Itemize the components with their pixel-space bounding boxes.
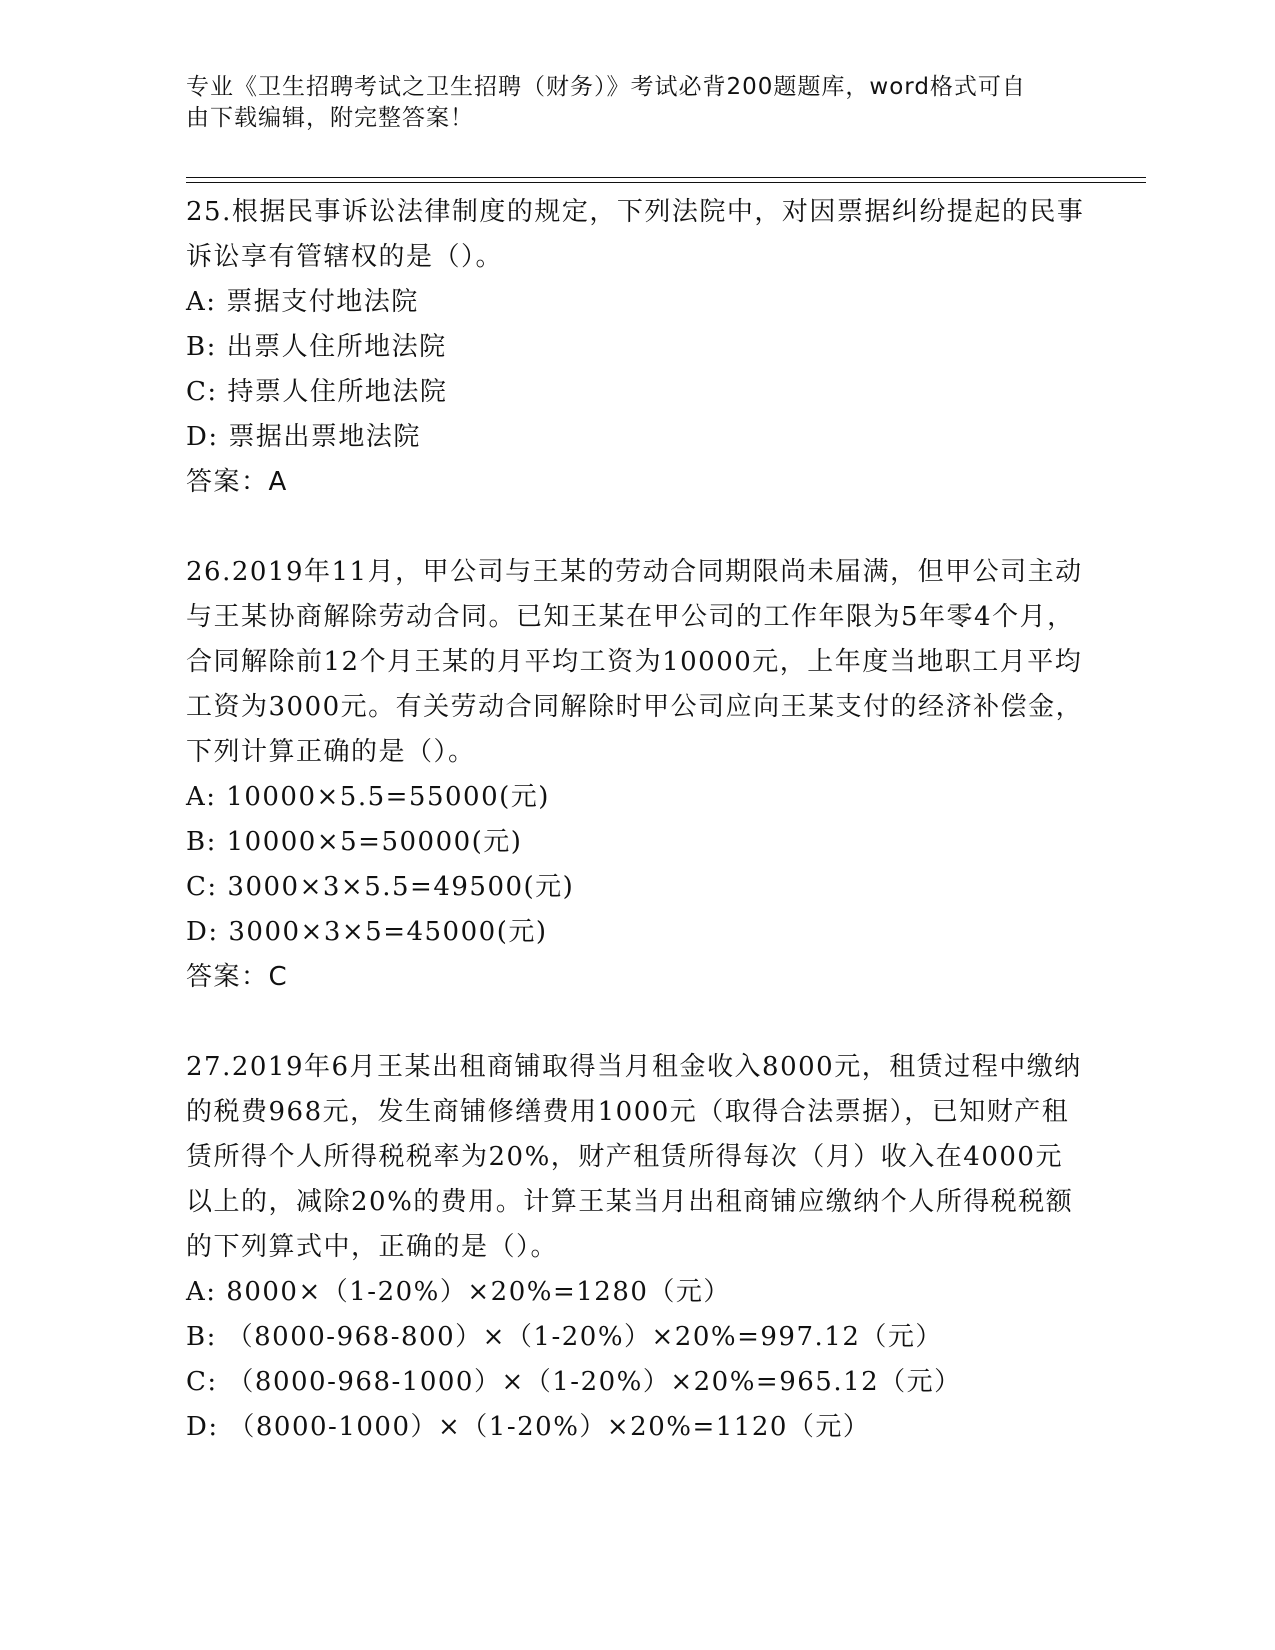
option-d: D: 票据出票地法院	[186, 422, 421, 452]
answer-label: 答案：C	[186, 962, 289, 992]
header-line-2: 由下载编辑，附完整答案！	[186, 105, 474, 131]
option-a: A: 10000×5.5=55000(元)	[186, 782, 550, 812]
header-line-1: 专业《卫生招聘考试之卫生招聘（财务）》考试必背200题题库，word格式可自	[186, 74, 1026, 100]
option-a: A: 票据支付地法院	[186, 287, 419, 317]
option-d: D: 3000×3×5=45000(元)	[186, 917, 548, 947]
question-27	[186, 1045, 1086, 1450]
question-list	[186, 190, 1086, 1495]
header-rule-top	[186, 177, 1146, 178]
option-c: C: （8000-968-1000）×（1-20%）×20%=965.12（元）	[186, 1367, 962, 1397]
question-text: 25.根据民事诉讼法律制度的规定，下列法院中，对因票据纠纷提起的民事诉讼享有管辖权的是（）。	[186, 197, 1085, 272]
option-b: B: 出票人住所地法院	[186, 332, 447, 362]
question-text: 27.2019年6月王某出租商铺取得当月租金收入8000元，租赁过程中缴纳的税费968元，发生商铺修缮费用1000元（取得合法票据），已知财产租赁所得个人所得税税率为20%，财产租赁所得每次（月）收入在4000元以上的，减除20%的费用。计算王某当月出租商铺应缴纳个人所得税税额的下列算式中，正确的是（）。	[186, 1052, 1082, 1262]
option-a: A: 8000×（1-20%）×20%=1280（元）	[186, 1277, 731, 1307]
question-26	[186, 550, 1086, 1000]
option-c: C: 持票人住所地法院	[186, 377, 448, 407]
option-b: B: （8000-968-800）×（1-20%）×20%=997.12（元）	[186, 1322, 943, 1352]
option-c: C: 3000×3×5.5=49500(元)	[186, 872, 575, 902]
question-text: 26.2019年11月，甲公司与王某的劳动合同期限尚未届满，但甲公司主动与王某协商解除劳动合同。已知王某在甲公司的工作年限为5年零4个月，合同解除前12个月王某的月平均工资为10000元，上年度当地职工月平均工资为3000元。有关劳动合同解除时甲公司应向王某支付的经济补偿金，下列计算正确的是（）。	[186, 557, 1084, 767]
document-header	[186, 72, 1066, 134]
question-25	[186, 190, 1086, 505]
option-b: B: 10000×5=50000(元)	[186, 827, 523, 857]
option-d: D: （8000-1000）×（1-20%）×20%=1120（元）	[186, 1412, 871, 1442]
answer-label: 答案：A	[186, 467, 288, 497]
header-rule-bottom	[186, 182, 1146, 183]
